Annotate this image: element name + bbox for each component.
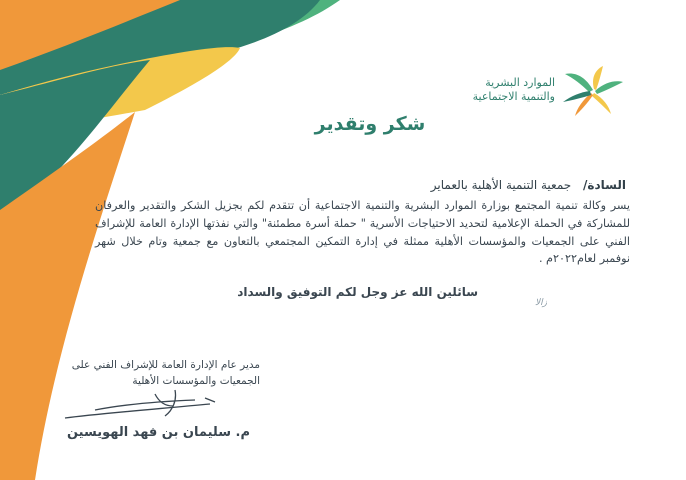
addressee-name: جمعية التنمية الأهلية بالعماير [430,178,572,192]
closing-line: سائلين الله عز وجل لكم التوفيق والسداد [237,285,478,299]
letter-body: يسر وكالة تنمية المجتمع بوزارة الموارد البشرية والتنمية الاجتماعية أن تتقدم لكم بجزيل الشكر والتقدير والعرفان للمشاركة في الحملة الإعلامية لتحديد الاحتياجات الأسرية " حملة أسرة مطمئنة" والتي نفذتها الإدارة العامة للإشراف الفني على الجمعيات والمؤسسات الأهلية ممثلة في إدارة التمكين المجتمعي بالتعاون مع جمعية وتام خلال شهر نوفمبر لعام٢٠٢٢م . [95,199,630,266]
addressee-label: السادة/ [583,178,626,192]
letter-title: شكر وتقدير [314,113,426,135]
addressee [431,178,626,192]
signatory-title-line2: الجمعيات والمؤسسات الأهلية [132,375,260,387]
hrsd-logo-icon [561,66,625,116]
ministry-name [473,76,555,104]
signatory-name: م. سليمان بن فهد الهويسين [66,425,250,440]
initials-note: زالا [535,298,547,308]
ministry-logo [455,66,625,116]
ministry-name-line1: الموارد البشرية [485,76,555,89]
handwritten-signature [55,380,225,425]
ministry-name-line2: والتنمية الاجتماعية [472,90,555,103]
signatory-title-line1: مدير عام الإدارة العامة للإشراف الفني على [71,359,260,371]
